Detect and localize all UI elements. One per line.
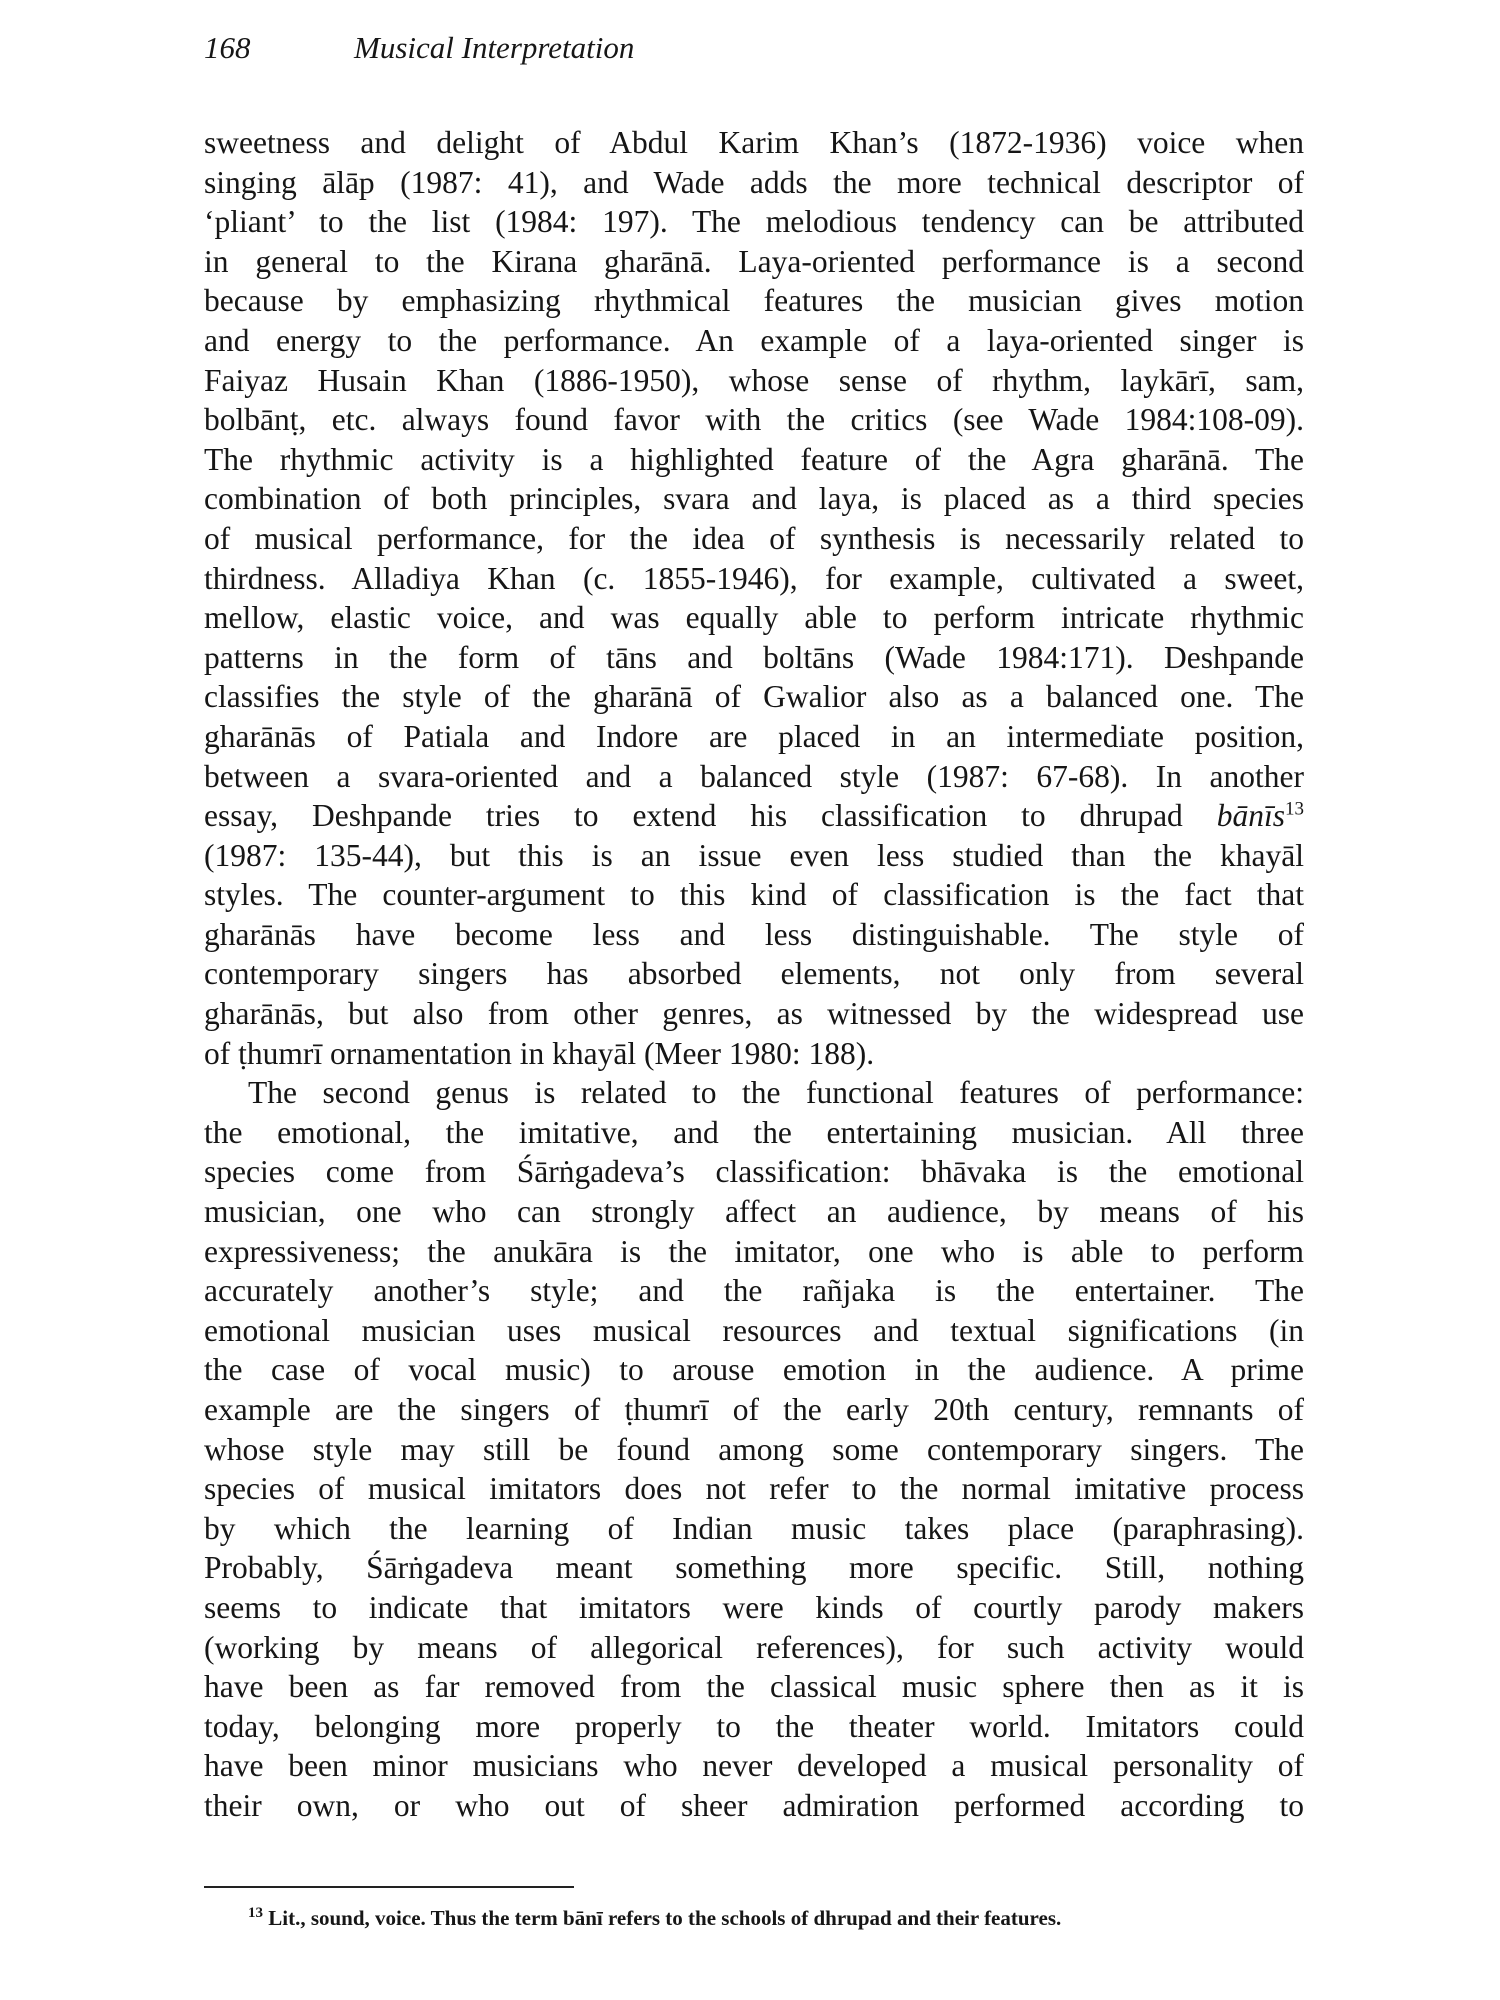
paragraph-1-continued: [204, 836, 1304, 1074]
text-line: seems to indicate that imitators were kinds of courtly parody makers: [204, 1589, 1304, 1625]
text-line: today, belonging more properly to the theater world. Imitators could: [204, 1708, 1304, 1744]
text-line: in general to the Kirana gharānā. Laya-oriented performance is a second: [204, 243, 1304, 279]
body-text: [204, 123, 1304, 1826]
running-header: [204, 30, 634, 66]
text-line: expressiveness; the anukāra is the imitator, one who is able to perform: [204, 1233, 1304, 1269]
text-line-segment: essay, Deshpande tries to extend his classification to dhrupad: [204, 798, 1217, 834]
text-line: musician, one who can strongly affect an audience, by means of his: [204, 1194, 1304, 1230]
text-line: gharānās, but also from other genres, as witnessed by the widespread use: [204, 996, 1304, 1032]
text-line: of musical performance, for the idea of synthesis is necessarily related to: [204, 520, 1304, 556]
text-line: gharānās of Patiala and Indore are placed in an intermediate position,: [204, 718, 1304, 754]
text-line: species come from Śārṅgadeva’s classification: bhāvaka is the emotional: [204, 1154, 1304, 1190]
text-line: Faiyaz Husain Khan (1886-1950), whose sense of rhythm, laykārī, sam,: [204, 362, 1304, 398]
text-line: contemporary singers has absorbed elements, not only from several: [204, 956, 1304, 992]
paragraph-1: [204, 123, 1304, 796]
text-line: the case of vocal music) to arouse emotion in the audience. A prime: [204, 1352, 1304, 1388]
footnote-number: 13: [248, 1905, 263, 1921]
text-line: [204, 796, 1304, 836]
text-line: classifies the style of the gharānā of Gwalior also as a balanced one. The: [204, 679, 1304, 715]
text-line: emotional musician uses musical resources and textual significations (in: [204, 1312, 1304, 1348]
text-line: whose style may still be found among some contemporary singers. The: [204, 1431, 1304, 1467]
text-line: The rhythmic activity is a highlighted feature of the Agra gharānā. The: [204, 441, 1304, 477]
footnote-text: Lit., sound, voice. Thus the term bānī refers to the schools of dhrupad and their features.: [268, 1906, 1062, 1930]
running-title: Musical Interpretation: [354, 30, 635, 65]
text-line: because by emphasizing rhythmical features the musician gives motion: [204, 283, 1304, 319]
text-line: thirdness. Alladiya Khan (c. 1855-1946), for example, cultivated a sweet,: [204, 560, 1304, 596]
text-line: The second genus is related to the functional features of performance:: [248, 1075, 1304, 1111]
footnote: [248, 1906, 1061, 1931]
text-line: have been as far removed from the classical music sphere then as it is: [204, 1669, 1304, 1705]
paragraph-2: [204, 1073, 1304, 1825]
text-line: have been minor musicians who never developed a musical personality of: [204, 1748, 1304, 1784]
text-line: species of musical imitators does not refer to the normal imitative process: [204, 1471, 1304, 1507]
text-line: the emotional, the imitative, and the entertaining musician. All three: [204, 1114, 1304, 1150]
text-line: combination of both principles, svara and laya, is placed as a third species: [204, 481, 1304, 517]
text-line: (working by means of allegorical references), for such activity would: [204, 1629, 1304, 1665]
text-line: and energy to the performance. An example of a laya-oriented singer is: [204, 322, 1304, 358]
text-line: sweetness and delight of Abdul Karim Khan’s (1872-1936) voice when: [204, 125, 1304, 160]
text-line: between a svara-oriented and a balanced style (1987: 67-68). In another: [204, 758, 1304, 794]
text-line: of ṭhumrī ornamentation in khayāl (Meer 1980: 188).: [204, 1035, 875, 1071]
text-line: ‘pliant’ to the list (1984: 197). The melodious tendency can be attributed: [204, 204, 1304, 240]
text-line: by which the learning of Indian music takes place (paraphrasing).: [204, 1510, 1304, 1546]
text-line: gharānās have become less and less distinguishable. The style of: [204, 916, 1304, 952]
text-line: patterns in the form of tāns and boltāns (Wade 1984:171). Deshpande: [204, 639, 1304, 675]
banis-term: bānīs: [1216, 798, 1285, 834]
text-line: (1987: 135-44), but this is an issue even less studied than the khayāl: [204, 837, 1304, 873]
text-line: mellow, elastic voice, and was equally able to perform intricate rhythmic: [204, 600, 1304, 636]
footnote-rule: [204, 1886, 574, 1888]
footnote-reference: 13: [1285, 798, 1304, 820]
text-line: accurately another’s style; and the rañjaka is the entertainer. The: [204, 1273, 1304, 1309]
text-line: their own, or who out of sheer admiration performed according to: [204, 1787, 1304, 1823]
text-line: Probably, Śārṅgadeva meant something more specific. Still, nothing: [204, 1550, 1304, 1586]
text-line: styles. The counter-argument to this kind of classification is the fact that: [204, 877, 1304, 913]
text-line: example are the singers of ṭhumrī of the early 20th century, remnants of: [204, 1392, 1304, 1427]
text-line: singing ālāp (1987: 41), and Wade adds the more technical descriptor of: [204, 164, 1304, 200]
text-line: bolbānṭ, etc. always found favor with the critics (see Wade 1984:108-09).: [204, 402, 1304, 438]
page-number: 168: [204, 30, 251, 65]
